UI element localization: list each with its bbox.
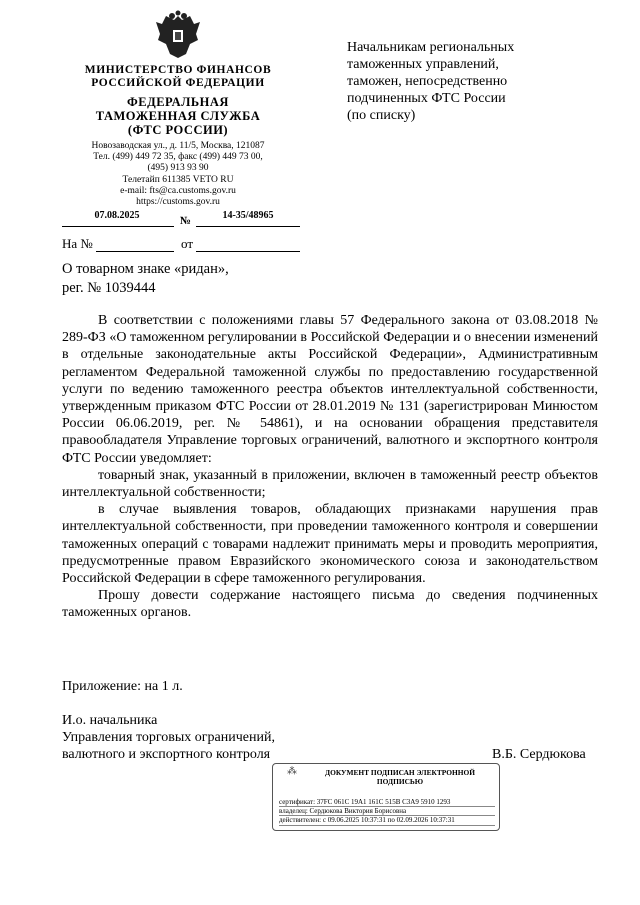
service-line: ФЕДЕРАЛЬНАЯ [127, 95, 229, 109]
signatory-name: В.Б. Сердюкова [492, 747, 586, 762]
phone-line: (495) 913 93 90 [147, 163, 209, 174]
addressee-block [347, 39, 607, 124]
ministry-line: МИНИСТЕРСТВО ФИНАНСОВ [84, 64, 272, 76]
stamp-validity: действителен: с 09.06.2025 10:37:31 по 02.09.2026 10:37:31 [279, 816, 495, 825]
stamp-title: ДОКУМЕНТ ПОДПИСАН ЭЛЕКТРОННОЙ ПОДПИСЬЮ [325, 768, 475, 786]
email-line: e-mail: fts@ca.customs.gov.ru [120, 185, 236, 196]
sender-contacts [58, 141, 298, 208]
subject-line: рег. № 1039444 [62, 280, 156, 296]
signatory-line: валютного и экспортного контроля [62, 747, 271, 763]
stamp-emblem-icon: ⁂ [287, 766, 297, 777]
addressee-line: таможенных управлений, [347, 57, 499, 72]
service-line: (ФТС РОССИИ) [127, 123, 229, 137]
body-paragraph: Прошу довести содержание настоящего письма до сведения подчиненных таможенных органов. [62, 588, 598, 621]
website-line: https://customs.gov.ru [136, 197, 220, 208]
letter-body [62, 312, 598, 622]
registration-number-sign: № [180, 215, 192, 227]
ministry-name [58, 64, 298, 90]
signatory-line: И.о. начальника [62, 713, 158, 728]
ministry-line: РОССИЙСКОЙ ФЕДЕРАЦИИ [91, 77, 265, 89]
teletype-line: Телетайп 611385 VETO RU [122, 174, 234, 185]
phone-line: Тел. (499) 449 72 35, факс (499) 449 73 00, [93, 152, 263, 163]
subject-line: О товарном знаке «ридан», [62, 261, 229, 277]
body-paragraph: в случае выявления товаров, обладающих признаками нарушения прав интеллектуальной собственности, при проведении таможенного контроля и совершении таможенных операций с товарами надлежит принимать меры и проводить мероприятия, предусмотренные правом Евразийского экономического союза и законодательством Российской Федерации в сфере таможенного регулирования. [62, 502, 598, 587]
number-underline [196, 226, 300, 227]
stamp-certificate: сертификат: 37FC 061C 19A1 161C 515B C3A9 5910 1293 [279, 798, 495, 807]
addressee-line: подчиненных ФТС России [347, 91, 506, 106]
attachment-note: Приложение: на 1 л. [62, 679, 183, 694]
registration-date: 07.08.2025 [94, 210, 140, 221]
service-name [58, 95, 298, 137]
addressee-line: Начальникам региональных [347, 40, 515, 55]
service-line: ТАМОЖЕННАЯ СЛУЖБА [95, 109, 261, 123]
body-paragraph: товарный знак, указанный в приложении, включен в таможенный реестр объектов интеллектуальной собственности; [62, 467, 598, 501]
subject [62, 260, 598, 298]
reference-from-label: от [181, 236, 194, 251]
date-underline [62, 226, 174, 227]
stamp-details [279, 798, 495, 826]
stamp-owner: владелец: Сердюкова Виктория Борисовна [279, 807, 495, 816]
registration-number: 14-35/48965 [222, 210, 274, 221]
electronic-signature-stamp [272, 763, 500, 831]
signatory-line: Управления торговых ограничений, [62, 730, 275, 746]
reference-number-label: На № [62, 236, 93, 251]
addressee-line: таможен, непосредственно [347, 74, 508, 89]
reference-from-underline [196, 251, 300, 252]
reference-number-underline [96, 251, 174, 252]
coat-of-arms-emblem [152, 10, 204, 62]
addressee-line: (по списку) [347, 108, 416, 123]
address-line: Новозаводская ул., д. 11/5, Москва, 121087 [91, 141, 265, 151]
body-paragraph: В соответствии с положениями главы 57 Федерального закона от 03.08.2018 № 289-ФЗ «О таможенном регулировании в Российской Федерации и о внесении изменений в отдельные законодательные акты Российской Федерации», Административным регламентом Федеральной таможенной службы по предоставлению государственной услуги по ведению таможенного реестра объектов интеллектуальной собственности, утвержденным приказом ФТС России от 28.01.2019 № 131 (зарегистрирован Минюстом России 06.06.2019, рег. № 54861), и на основании обращения представителя правообладателя Управление торговых ограничений, валютного и экспортного контроля ФТС России уведомляет: [62, 313, 598, 466]
